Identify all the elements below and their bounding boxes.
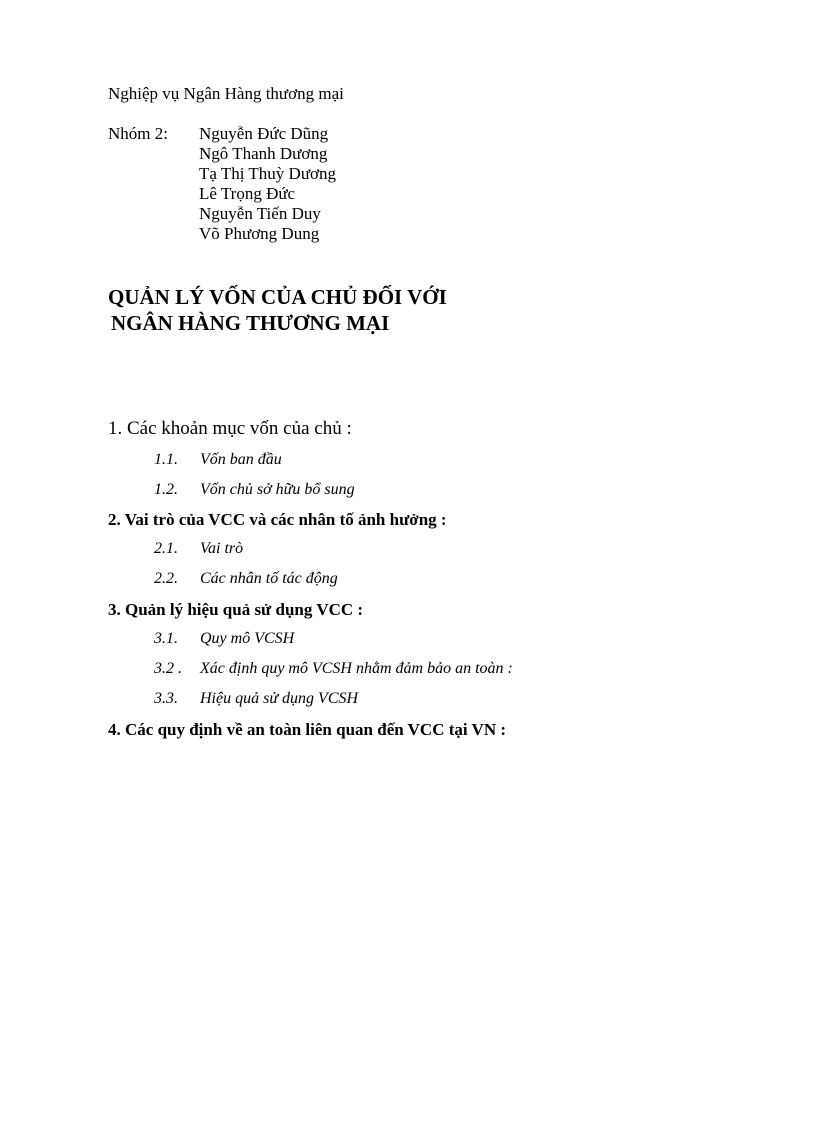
subsection-number: 2.1.: [154, 540, 178, 557]
subsection-1-2: [154, 481, 355, 499]
subsection-text: Vốn chủ sở hữu bổ sung: [200, 481, 355, 498]
member-name: Võ Phương Dung: [199, 224, 320, 243]
subsection-number: 3.2 .: [154, 660, 182, 677]
section-heading-2: 2. Vai trò của VCC và các nhân tố ảnh hưởng :: [108, 510, 447, 529]
subsection-number: 3.1.: [154, 630, 178, 647]
subsection-3-3: [154, 690, 358, 708]
section-heading-4: 4. Các quy định về an toàn liên quan đến VCC tại VN :: [108, 720, 507, 739]
course-name: Nghiệp vụ Ngân Hàng thương mại: [108, 84, 344, 103]
subsection-3-2: [154, 660, 513, 678]
document-title: [108, 284, 447, 336]
title-line-1: QUẢN LÝ VỐN CỦA CHỦ ĐỐI VỚI: [108, 285, 447, 309]
member-list: [199, 124, 336, 244]
title-line-2: NGÂN HÀNG THƯƠNG MẠI: [111, 311, 390, 335]
subsection-2-1: [154, 540, 243, 558]
subsection-text: Hiệu quả sử dụng VCSH: [200, 690, 359, 707]
section-heading-1: 1. Các khoản mục vốn của chủ :: [108, 418, 352, 439]
subsection-text: Vốn ban đầu: [200, 451, 282, 468]
subsection-3-1: [154, 630, 294, 648]
subsection-2-2: [154, 570, 338, 588]
member-name: Tạ Thị Thuỳ Dương: [199, 164, 337, 183]
subsection-number: 1.2.: [154, 481, 178, 498]
subsection-1-1: [154, 451, 282, 469]
subsection-text: Các nhân tố tác động: [200, 570, 338, 587]
member-name: Nguyễn Tiến Duy: [199, 204, 321, 223]
member-name: Ngô Thanh Dương: [199, 144, 328, 163]
member-name: Nguyễn Đức Dũng: [199, 124, 329, 143]
subsection-text: Vai trò: [200, 540, 244, 557]
subsection-text: Xác định quy mô VCSH nhằm đảm bảo an toàn :: [200, 660, 513, 677]
subsection-number: 2.2.: [154, 570, 178, 587]
subsection-number: 3.3.: [154, 690, 178, 707]
group-label: Nhóm 2:: [108, 124, 168, 143]
member-name: Lê Trọng Đức: [199, 184, 296, 203]
section-heading-3: 3. Quản lý hiệu quả sử dụng VCC :: [108, 600, 364, 619]
subsection-number: 1.1.: [154, 451, 178, 468]
subsection-text: Quy mô VCSH: [200, 630, 295, 647]
